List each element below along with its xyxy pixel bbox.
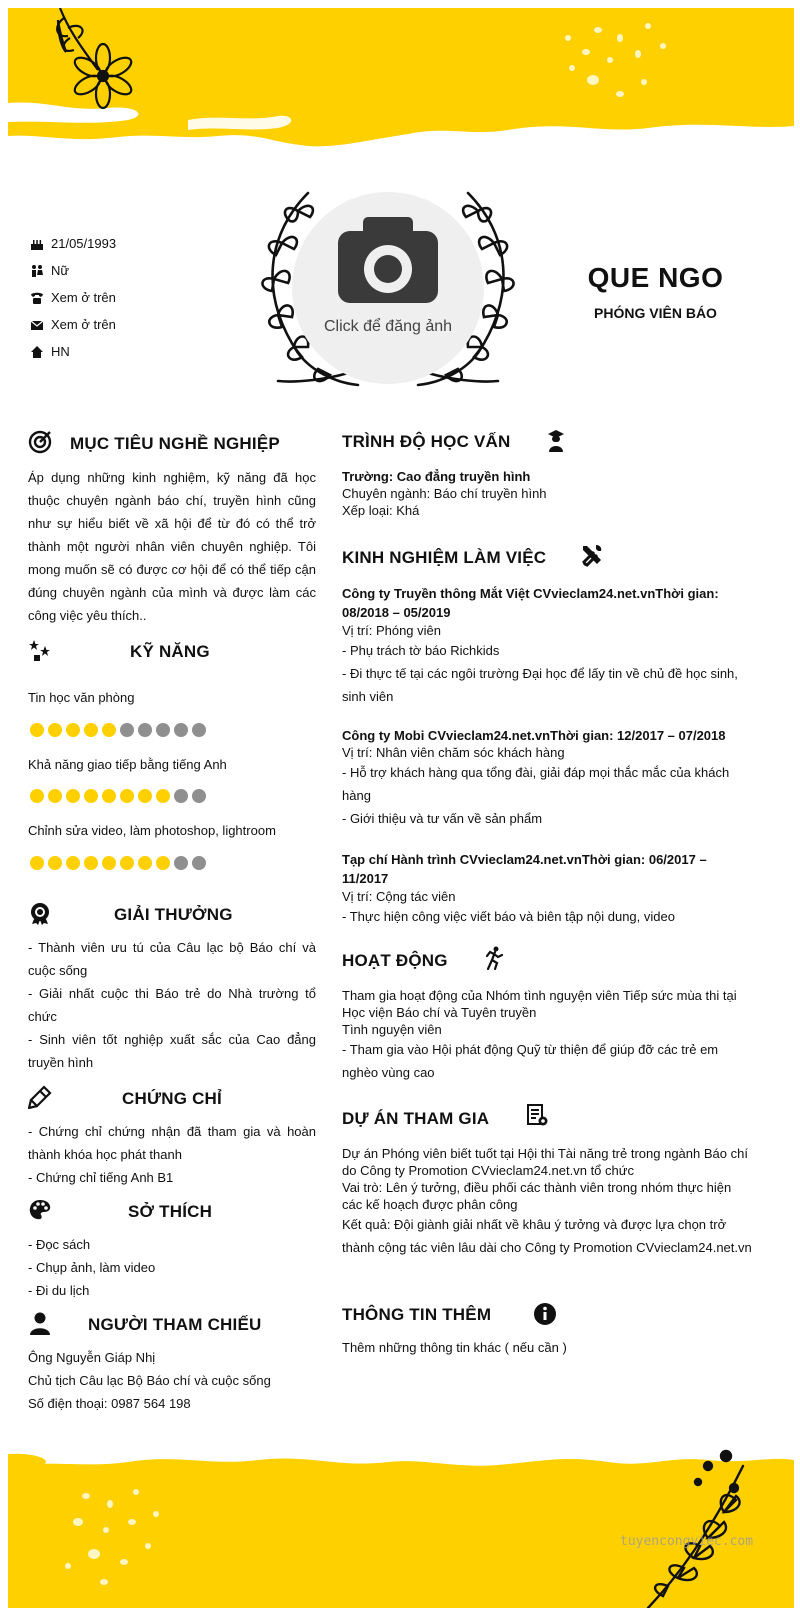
rating-dot — [66, 789, 80, 803]
skill-name-1: Tin học văn phòng — [28, 690, 135, 705]
reference-item: Chủ tịch Câu lạc Bộ Báo chí và cuộc sống — [28, 1373, 271, 1388]
top-yellow-shape — [8, 8, 794, 146]
contact-birthday — [30, 236, 116, 251]
hobby-item: - Chụp ảnh, làm video — [28, 1260, 156, 1275]
references-title: NGƯỜI THAM CHIẾU — [88, 1315, 262, 1334]
graduate-icon — [544, 429, 568, 453]
home-icon — [30, 345, 44, 359]
objective-title: MỤC TIÊU NGHỀ NGHIỆP — [70, 434, 280, 453]
envelope-icon — [30, 318, 44, 332]
cv-page — [8, 8, 794, 1608]
birthday-text: 21/05/1993 — [51, 236, 117, 251]
rating-dot — [174, 856, 188, 870]
job-position: Vị trí: Nhân viên chăm sóc khách hàng — [342, 745, 565, 760]
education-school: Trường: Cao đẳng truyền hình — [342, 469, 531, 484]
education-major: Chuyên ngành: Báo chí truyền hình — [342, 486, 547, 501]
rating-dot — [30, 856, 44, 870]
rating-dot — [102, 789, 116, 803]
objective-text: Áp dụng những kinh nghiệm, kỹ năng đã học thuộc chuyên ngành báo chí, truyền hình cũng như sự hiểu biết về xã hội để từ đó có thể trở thành một người nhân viên chuyên nghiệp. Tôi mong muốn sẽ có được cơ hội để có thể tiếp cận đúng chuyên ngành của mình và được làm các công việc yêu thích.. — [28, 470, 316, 623]
medal-icon — [28, 901, 52, 925]
job-duty: - Thực hiện công việc viết báo và biên tập nội dung, video — [342, 909, 675, 924]
rating-dot — [156, 856, 170, 870]
birthday-cake-icon — [30, 237, 44, 251]
top-banner — [8, 8, 794, 168]
hobby-item: - Đọc sách — [28, 1237, 91, 1252]
gender-text: Nữ — [51, 263, 70, 278]
education-details — [342, 468, 762, 519]
awards-title: GIẢI THƯỞNG — [114, 905, 233, 924]
awards-list — [28, 936, 316, 1074]
extra-text: Thêm những thông tin khác ( nếu cần ) — [342, 1340, 567, 1355]
references-list — [28, 1346, 316, 1415]
rating-dot — [84, 723, 98, 737]
rating-dot — [138, 789, 152, 803]
certificate-item: - Chứng chỉ chứng nhận đã tham gia và hoàn thành khóa học phát thanh — [28, 1124, 316, 1162]
job-company: Tạp chí Hành trình CVvieclam24.net.vnThời gian: 06/2017 – 11/2017 — [342, 852, 707, 886]
rating-dot — [174, 723, 188, 737]
gender-icon — [30, 264, 44, 278]
education-title: TRÌNH ĐỘ HỌC VẤN — [342, 432, 511, 451]
rating-dot — [102, 723, 116, 737]
award-item: - Sinh viên tốt nghiệp xuất sắc của Cao đẳng truyền hình — [28, 1032, 316, 1070]
certificate-icon — [28, 1085, 52, 1109]
hobbies-list — [28, 1233, 316, 1302]
certificates-list — [28, 1120, 316, 1189]
rating-dot — [84, 856, 98, 870]
bottom-banner — [8, 1426, 794, 1608]
award-item: - Thành viên ưu tú của Câu lạc bộ Báo chí và cuộc sống — [28, 940, 316, 978]
job-company: Công ty Truyền thông Mắt Việt CVvieclam24.net.vnThời gian: 08/2018 – 05/2019 — [342, 586, 719, 620]
rating-dot — [30, 723, 44, 737]
education-rank: Xếp loại: Khá — [342, 503, 420, 518]
projects-details — [342, 1145, 752, 1259]
hobby-item: - Đi du lịch — [28, 1283, 90, 1298]
phone-icon — [30, 291, 44, 305]
activity-line: Tình nguyện viên — [342, 1022, 442, 1037]
rating-dot — [156, 723, 170, 737]
rating-dot — [138, 856, 152, 870]
job-entry-2 — [342, 727, 752, 830]
rating-dot — [84, 789, 98, 803]
tools-icon — [580, 543, 604, 567]
rating-dot — [30, 789, 44, 803]
rating-dot — [48, 789, 62, 803]
rating-dot — [66, 856, 80, 870]
palette-icon — [28, 1198, 52, 1222]
projects-title: DỰ ÁN THAM GIA — [342, 1109, 490, 1128]
skill-rating-2 — [30, 789, 206, 803]
rating-dot — [138, 723, 152, 737]
rating-dot — [102, 856, 116, 870]
contact-gender — [30, 263, 69, 278]
target-icon — [28, 430, 52, 454]
job-duty: - Giới thiệu và tư vấn về sản phẩm — [342, 811, 543, 826]
contact-phone — [30, 290, 116, 305]
project-line: Vai trò: Lên ý tưởng, điều phối các thành viên trong nhóm thực hiện các kế hoạch được phân công — [342, 1180, 732, 1212]
activities-details — [342, 987, 752, 1084]
rating-dot — [66, 723, 80, 737]
award-item: - Giải nhất cuộc thi Báo trẻ do Nhà trường tổ chức — [28, 986, 316, 1024]
watermark: tuyencongviec.com — [620, 1534, 754, 1549]
contact-address — [30, 344, 70, 359]
rating-dot — [120, 723, 134, 737]
rating-dot — [120, 789, 134, 803]
reference-item: Số điện thoại: 0987 564 198 — [28, 1396, 191, 1411]
certificates-title: CHỨNG CHỈ — [122, 1089, 222, 1108]
candidate-name: QUE NGO — [587, 262, 724, 293]
address-text: HN — [51, 344, 70, 359]
reference-item: Ông Nguyễn Giáp Nhị — [28, 1350, 156, 1365]
job-entry-1 — [342, 584, 752, 708]
rating-dot — [156, 789, 170, 803]
person-icon — [28, 1311, 52, 1335]
skill-rating-3 — [30, 856, 206, 870]
running-person-icon — [482, 946, 506, 970]
job-duty: - Hỗ trợ khách hàng qua tổng đài, giải đáp mọi thắc mắc của khách hàng — [342, 765, 730, 803]
job-title: PHÓNG VIÊN BÁO — [594, 305, 717, 321]
activities-title: HOẠT ĐỘNG — [342, 951, 448, 970]
job-duty: - Phụ trách tờ báo Richkids — [342, 643, 500, 658]
job-position: Vị trí: Cộng tác viên — [342, 889, 456, 904]
activity-line: - Tham gia vào Hội phát động Quỹ từ thiện để giúp đỡ các trẻ em nghèo vùng cao — [342, 1042, 719, 1080]
rating-dot — [192, 789, 206, 803]
certificate-item: - Chứng chỉ tiếng Anh B1 — [28, 1170, 174, 1185]
skill-rating-1 — [30, 723, 206, 737]
project-line: Dự án Phóng viên biết tuốt tại Hội thi Tài năng trẻ trong ngành Báo chí do Công ty Promotion CVvieclam24.net.vn tổ chức — [342, 1146, 748, 1178]
extra-title: THÔNG TIN THÊM — [342, 1305, 492, 1324]
skills-title: KỸ NĂNG — [130, 642, 210, 661]
job-company: Công ty Mobi CVvieclam24.net.vnThời gian: 12/2017 – 07/2018 — [342, 728, 726, 743]
job-duty: - Đi thực tế tại các ngôi trường Đại học để lấy tin về chủ đề học sinh, sinh viên — [342, 666, 738, 704]
job-position: Vị trí: Phóng viên — [342, 623, 441, 638]
rating-dot — [48, 856, 62, 870]
info-icon — [533, 1302, 557, 1326]
phone-text: Xem ở trên — [51, 290, 116, 305]
activity-line: Tham gia hoạt động của Nhóm tình nguyện viên Tiếp sức mùa thi tại Học viện Báo chí và Tuyên truyền — [342, 988, 737, 1020]
skill-name-3: Chỉnh sửa video, làm photoshop, lightroom — [28, 823, 276, 838]
skill-name-2: Khả năng giao tiếp bằng tiếng Anh — [28, 757, 227, 772]
job-entry-3 — [342, 850, 752, 928]
rating-dot — [48, 723, 62, 737]
project-line: Kết quả: Đội giành giải nhất về khâu ý tưởng và được lựa chọn trở thành cộng tác viên lâu dài cho Công ty Promotion CVvieclam24.net.vn — [342, 1217, 752, 1255]
skills-icon — [28, 638, 52, 662]
email-text: Xem ở trên — [51, 317, 116, 332]
rating-dot — [192, 856, 206, 870]
experience-title: KINH NGHIỆM LÀM VIỆC — [342, 548, 547, 567]
rating-dot — [120, 856, 134, 870]
rating-dot — [174, 789, 188, 803]
photo-area — [238, 183, 538, 403]
project-settings-icon — [526, 1104, 550, 1128]
contact-email — [30, 317, 116, 332]
hobbies-title: SỞ THÍCH — [128, 1202, 213, 1221]
photo-upload-hint[interactable]: Click để đăng ảnh — [323, 318, 453, 335]
rating-dot — [192, 723, 206, 737]
